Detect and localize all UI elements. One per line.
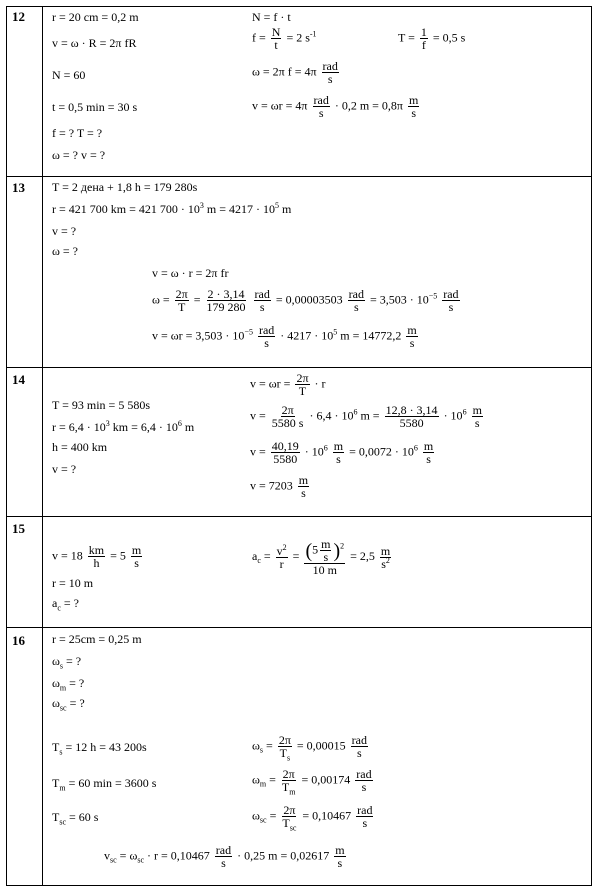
eq-part: =: [266, 772, 276, 787]
eq-part: =: [266, 808, 277, 823]
eq-part: = 2,5: [350, 548, 375, 563]
equation-line: [152, 288, 462, 313]
denominator: s: [336, 452, 341, 466]
subscript: m: [259, 779, 267, 789]
eq-part: · 0,2 m = 0,8π: [334, 98, 403, 113]
given-line: [52, 544, 144, 569]
exponent: 5: [274, 201, 279, 210]
numerator: 2π: [281, 403, 294, 417]
numerator: m: [407, 323, 417, 337]
eq-part: = ?: [66, 696, 85, 710]
fraction: [206, 288, 247, 313]
eq-part: T: [52, 810, 60, 824]
table-border-top: [6, 6, 592, 7]
eq-part: v = ωr =: [250, 376, 291, 391]
numerator: m: [298, 473, 309, 487]
subscript: sc: [110, 855, 117, 865]
given-line: r = 25cm = 0,25 m: [52, 632, 142, 646]
numerator: rad: [254, 287, 270, 301]
subscript: m: [59, 683, 67, 693]
numerator: rad: [322, 59, 338, 73]
numerator: rad: [313, 93, 329, 107]
denominator: [281, 780, 297, 797]
fraction: [271, 404, 305, 429]
denominator: s: [301, 486, 306, 500]
fraction: [356, 804, 373, 829]
given-line: t = 0,5 min = 30 s: [52, 100, 138, 114]
eq-part: = ?: [63, 654, 82, 668]
subscript: sc: [137, 855, 145, 865]
numerator: 12,8 · 3,14: [385, 403, 438, 417]
eq-part: · 0,25 m = 0,02617: [237, 848, 330, 863]
eq-part: = ?: [66, 676, 85, 690]
eq-part: T: [281, 780, 290, 794]
fraction: [333, 440, 344, 465]
fraction: [258, 324, 275, 349]
equation-line: [252, 767, 375, 797]
exponent: 6: [462, 407, 467, 417]
equation-line: [250, 440, 436, 465]
unknowns-line: f = ? T = ?: [52, 126, 103, 140]
exponent: 6: [353, 407, 358, 417]
eq-part: = 60 min = 3600 s: [65, 776, 157, 790]
subscript: s: [59, 661, 64, 671]
numerator: rad: [348, 287, 364, 301]
denominator: [380, 555, 391, 571]
equation-line: [250, 404, 485, 429]
fraction: [322, 60, 339, 85]
eq-part: T: [52, 740, 60, 754]
row-divider: [6, 176, 592, 177]
eq-part: = 0,00174: [301, 772, 351, 787]
fraction: [313, 94, 330, 119]
eq-part: T: [282, 816, 290, 830]
unknowns-line: ω = ? v = ?: [52, 148, 106, 162]
fraction: [295, 372, 309, 397]
eq-part: m =: [357, 408, 380, 423]
table-border-right: [591, 6, 592, 886]
exponent: 3: [105, 419, 110, 428]
fraction: [304, 538, 345, 576]
eq-part: T: [52, 776, 60, 790]
numerator: 2π: [278, 733, 291, 747]
subscript: s: [59, 747, 63, 757]
eq-part: a: [252, 548, 258, 563]
eq-part: v = 7203: [250, 478, 293, 493]
paren: (: [305, 539, 313, 562]
numerator: m: [321, 537, 331, 551]
eq-part: v =: [250, 444, 266, 459]
numerator: m: [131, 543, 142, 557]
denominator: s: [323, 550, 329, 564]
equation-line: [252, 538, 393, 576]
fraction: [271, 26, 282, 51]
equation-line: [250, 372, 326, 397]
fraction: [472, 404, 483, 429]
fraction: [271, 440, 300, 465]
numerator: 2π: [175, 287, 188, 301]
eq-part: = 0,5 s: [432, 30, 466, 45]
equation-line: [252, 733, 370, 763]
denominator: s: [353, 300, 359, 314]
denominator: s: [361, 780, 367, 794]
eq-part: ω: [252, 808, 260, 823]
fraction: [276, 542, 288, 571]
numerator: 2π: [283, 803, 296, 817]
eq-part: ω: [52, 654, 60, 668]
eq-part: a: [52, 596, 58, 610]
denominator: 5580: [399, 416, 424, 430]
fraction: [131, 544, 142, 569]
equation-line: v = ω · r = 2π fr: [152, 266, 229, 280]
given-line: [52, 810, 99, 827]
eq-part: = 0,00015: [296, 738, 346, 753]
fraction: [420, 26, 428, 51]
exponent: -1: [309, 29, 317, 39]
given-line: T = 2 дена + 1,8 h = 179 280s: [52, 180, 198, 194]
given-line: h = 400 km: [52, 440, 108, 454]
subscript: c: [57, 603, 61, 613]
numerator: m: [408, 93, 419, 107]
eq-part: f =: [252, 30, 266, 45]
equation-line: [252, 803, 375, 833]
denominator: s: [221, 856, 226, 870]
eq-part: r = 6,4 · 10: [52, 420, 106, 434]
eq-part: = 12 h = 43 200s: [62, 740, 147, 754]
given-line: [52, 740, 147, 757]
fraction: [278, 733, 292, 763]
denominator: s: [411, 106, 416, 120]
fraction: [281, 767, 297, 797]
unknowns-line: [52, 596, 79, 613]
eq-part: m: [181, 420, 195, 434]
eq-part: = ω: [116, 848, 138, 863]
eq-part: v = ωr = 4π: [252, 98, 308, 113]
given-line: [52, 776, 157, 793]
numerator: 2 · 3,14: [207, 287, 245, 301]
problem-number: 14: [12, 372, 25, 387]
denominator: s: [474, 416, 480, 430]
eq-part: = 60 s: [66, 810, 99, 824]
numerator: rad: [215, 843, 232, 857]
fraction: [423, 440, 434, 465]
eq-part: ω = 2π f = 4π: [252, 64, 317, 79]
fraction: [380, 545, 391, 570]
exponent: −5: [428, 291, 438, 301]
numerator: m: [333, 439, 344, 453]
numerator: rad: [356, 767, 372, 781]
fraction: [298, 474, 309, 499]
denominator: s: [409, 336, 415, 350]
numerator: 40,19: [271, 439, 299, 453]
fraction: [88, 544, 105, 569]
eq-part: m = 4217 · 10: [203, 202, 275, 216]
denominator: s: [426, 452, 431, 466]
eq-part: s: [381, 556, 386, 571]
eq-part: = 0,00003503: [275, 292, 343, 307]
eq-part: · 4217 · 10: [280, 328, 334, 343]
formula-line: v = ω · R = 2π fR: [52, 36, 137, 50]
denominator: s: [134, 556, 139, 570]
denominator: [281, 816, 297, 833]
equation-line: [104, 844, 348, 869]
fraction: [351, 734, 368, 759]
denominator: s: [356, 746, 362, 760]
given-line: r = 10 m: [52, 576, 94, 590]
eq-part: T: [279, 746, 287, 760]
equation-line: [398, 26, 465, 51]
eq-part: · 6,4 · 10: [309, 408, 354, 423]
numerator: rad: [351, 733, 367, 747]
denominator: s: [448, 300, 454, 314]
subscript: m: [289, 787, 296, 797]
exponent: 5: [333, 327, 338, 337]
paren: ): [333, 539, 341, 562]
eq-part: = 0,10467: [302, 808, 352, 823]
subscript: m: [59, 783, 66, 793]
given-line: [52, 420, 194, 434]
eq-part: T =: [398, 30, 415, 45]
denominator: h: [93, 556, 100, 570]
unknowns-line: v = ?: [52, 462, 77, 476]
numerator: km: [88, 543, 105, 557]
denominator: 179 280: [206, 300, 246, 314]
denominator: s: [362, 816, 368, 830]
equation-line: [252, 94, 421, 119]
eq-part: v = ωr = 3,503 · 10: [152, 328, 245, 343]
subscript: sc: [289, 823, 297, 833]
fraction: [408, 94, 419, 119]
column-divider: [42, 6, 43, 886]
numerator: [276, 542, 288, 558]
eq-part: =: [292, 548, 300, 563]
fraction: [355, 768, 372, 793]
fraction: [215, 844, 232, 869]
exponent: 3: [199, 201, 204, 210]
problem-number: 16: [12, 633, 25, 648]
fraction: [175, 288, 189, 313]
eq-part: ω: [52, 676, 60, 690]
eq-part: · r = 0,10467: [144, 848, 210, 863]
denominator: s: [318, 106, 324, 120]
numerator: 1: [420, 25, 427, 39]
eq-part: v: [104, 848, 110, 863]
given-line: N = 60: [52, 68, 86, 82]
numerator: 2π: [282, 767, 295, 781]
equation-line: [152, 324, 420, 349]
problem-number: 15: [12, 521, 25, 536]
problem-number: 12: [12, 9, 25, 24]
fraction: [406, 324, 417, 349]
equation-line: [250, 474, 311, 499]
exponent: 2: [340, 541, 345, 551]
exponent: 2: [385, 555, 390, 565]
numerator: m: [423, 439, 434, 453]
exponent: 6: [413, 443, 418, 453]
denominator: r: [279, 556, 284, 571]
denominator: 5580 s: [271, 416, 304, 430]
row-divider: [6, 627, 592, 628]
eq-part: v =: [250, 408, 266, 423]
fraction: [385, 404, 439, 429]
numerator: rad: [357, 803, 373, 817]
eq-part: v = 18: [52, 548, 83, 563]
fraction: [334, 844, 345, 869]
fraction: [442, 288, 459, 313]
eq-part: km = 6,4 · 10: [109, 420, 178, 434]
denominator: 5580: [273, 452, 298, 466]
eq-part: r = 421 700 km = 421 700 · 10: [52, 202, 200, 216]
subscript: sc: [259, 815, 267, 825]
fraction: [281, 803, 297, 833]
exponent: 2: [282, 542, 287, 552]
equation-line: N = f · t: [252, 10, 291, 24]
given-line: [52, 202, 291, 216]
fraction: [348, 288, 365, 313]
eq-part: 5: [312, 542, 319, 557]
eq-part: ω: [52, 696, 60, 710]
denominator: T: [298, 384, 307, 398]
eq-part: · 10: [443, 408, 463, 423]
denominator: 10 m: [312, 563, 337, 577]
numerator: m: [472, 403, 482, 417]
eq-part: = ?: [60, 596, 79, 610]
denominator: s: [264, 336, 269, 350]
eq-part: m = 14772,2: [337, 328, 402, 343]
unknowns-line: ω = ?: [52, 244, 78, 258]
numerator: N: [271, 25, 281, 39]
table-border-bottom: [6, 885, 592, 886]
eq-part: m: [278, 202, 292, 216]
numerator: rad: [443, 287, 459, 301]
numerator: m: [380, 543, 391, 558]
unknowns-line: v = ?: [52, 224, 77, 238]
numerator: rad: [258, 323, 275, 337]
equation-line: [252, 26, 317, 51]
eq-part: ω =: [152, 292, 170, 307]
denominator: T: [178, 300, 186, 314]
fraction: [254, 288, 271, 313]
denominator: s: [327, 72, 333, 86]
eq-part: = 0,0072 · 10: [349, 444, 414, 459]
denominator: t: [274, 38, 278, 52]
unknowns-line: [52, 676, 85, 693]
eq-part: ω: [252, 772, 260, 787]
numerator: m: [335, 843, 345, 857]
unknowns-line: [52, 696, 85, 713]
numerator: 2π: [296, 371, 309, 385]
eq-part: =: [193, 292, 201, 307]
equation-line: [252, 60, 341, 85]
denominator: [279, 746, 291, 763]
subscript: sc: [59, 817, 67, 827]
eq-part: =: [260, 548, 271, 563]
eq-part: · r: [314, 376, 326, 391]
subscript: c: [257, 556, 261, 566]
given-line: T = 93 min = 5 580s: [52, 398, 150, 412]
subscript: s: [286, 753, 291, 763]
exponent: −5: [244, 327, 253, 337]
table-border-left: [6, 6, 7, 886]
row-divider: [6, 367, 592, 368]
eq-part: ω: [252, 738, 260, 753]
eq-part: · 10: [304, 444, 324, 459]
denominator: f: [421, 38, 426, 52]
fraction: [320, 538, 331, 563]
unknowns-line: [52, 654, 82, 671]
denominator: s: [337, 856, 343, 870]
denominator: s: [259, 300, 265, 314]
eq-part: = 3,503 · 10: [369, 292, 429, 307]
subscript: s: [259, 745, 264, 755]
exponent: 6: [323, 443, 328, 453]
subscript: sc: [59, 703, 67, 713]
row-divider: [6, 516, 592, 517]
eq-part: = 2 s: [286, 30, 310, 45]
eq-part: =: [263, 738, 273, 753]
given-line: r = 20 cm = 0,2 m: [52, 10, 139, 24]
numerator: [304, 538, 345, 564]
eq-part: v: [276, 543, 283, 558]
exponent: 6: [177, 419, 182, 428]
eq-part: = 5: [110, 548, 126, 563]
problem-number: 13: [12, 180, 25, 195]
